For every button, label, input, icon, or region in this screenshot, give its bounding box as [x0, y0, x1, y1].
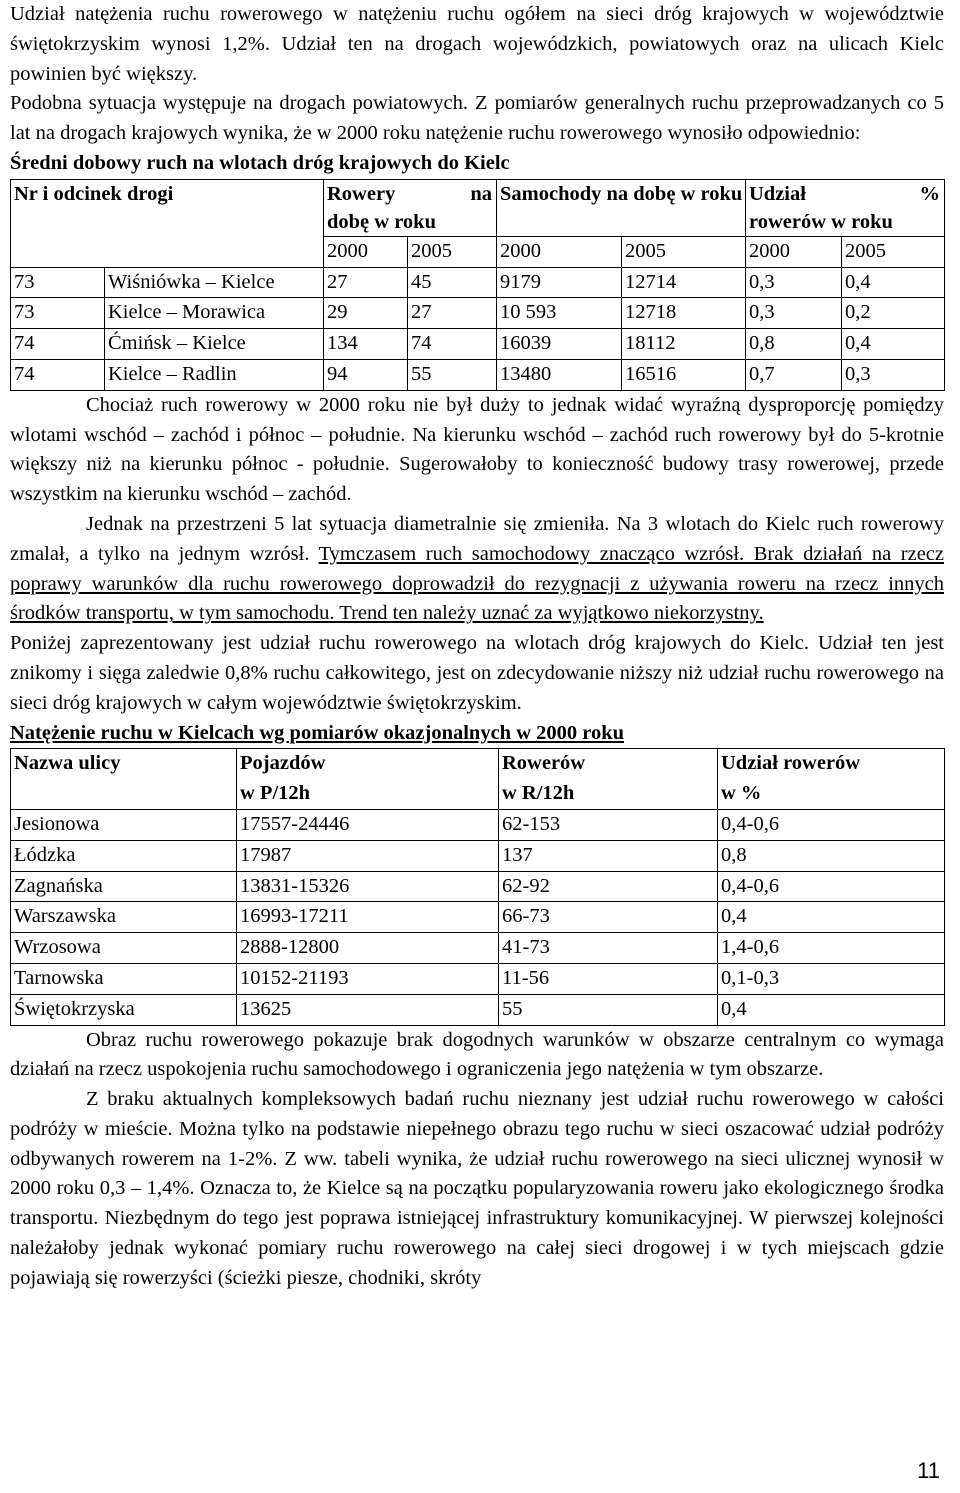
paragraph-share-note: Poniżej zaprezentowany jest udział ruchu rowerowego na wlotach dróg krajowych do Kielc. Udział ten jest znikomy i sięga zaledwie 0,8% ruchu całkowitego, jest on zdecydowanie niższy niż udział ruchu rowerowego na sieci dróg krajowych w całym województwie świętokrzyskim. — [10, 632, 944, 714]
cars-2000: 10 593 — [497, 298, 622, 329]
table-row — [11, 267, 945, 298]
paragraph-bike-share-estimate: Z braku aktualnych kompleksowych badań ruchu nieznany jest udział ruchu rowerowego w całości podróży w mieście. Można tylko na podstawie niepełnego obrazu tego ruchu w sieci oszacować udział podróży odbywanych rowerem na 1-2%. Z ww. tabeli wynika, że udział ruchu rowerowego na sieci ulicznej wynosił w 2000 roku 0,3 – 1,4%. Oznacza to, że Kielce są na początku popularyzowania roweru jako ekologicznego środka transportu. Niezbędnym do tego jest poprawa istniejącej infrastruktury komunikacyjnej. W pierwszej kolejności należałoby jednak wykonać pomiary ruchu rowerowego na całej sieci drogowej i w tych miejscach gdzie pojawiają się rowerzyści (ścieżki piesze, chodniki, skróty — [10, 1088, 944, 1289]
road-section: Kielce – Morawica — [105, 298, 324, 329]
street-name: Łódzka — [11, 840, 237, 871]
header-vehicles: Pojazdów — [237, 749, 499, 779]
header-share-unit: w % — [718, 779, 945, 809]
table-row — [11, 963, 945, 994]
table-city-streets — [10, 748, 945, 1025]
vehicles-count: 13831-15326 — [237, 871, 499, 902]
road-section: Kielce – Radlin — [105, 359, 324, 390]
vehicles-count: 17557-24446 — [237, 809, 499, 840]
street-name: Jesionowa — [11, 809, 237, 840]
road-number: 74 — [11, 359, 105, 390]
cars-2005: 12718 — [622, 298, 746, 329]
bike-share: 1,4-0,6 — [718, 933, 945, 964]
share-2005: 0,3 — [842, 359, 945, 390]
table-row — [11, 329, 945, 360]
bikes-count: 66-73 — [499, 902, 718, 933]
header-section: Nr i odcinek drogi — [11, 179, 324, 236]
bike-share: 0,8 — [718, 840, 945, 871]
bike-share: 0,1-0,3 — [718, 963, 945, 994]
street-name: Wrzosowa — [11, 933, 237, 964]
vehicles-count: 10152-21193 — [237, 963, 499, 994]
year-cell: 2000 — [497, 236, 622, 267]
bikes-2000: 27 — [324, 267, 408, 298]
paragraph-disproportion: Chociaż ruch rowerowy w 2000 roku nie był duży to jednak widać wyraźną dysproporcję pomiędzy wlotami wschód – zachód i północ – południe. Na kierunku wschód – zachód ruch rowerowy był do 5-krotnie większy niż na kierunku północ - południe. Sugerowałoby to konieczność budowy trasy rowerowej, przede wszystkim na kierunku wschód – zachód. — [10, 393, 944, 506]
underlined-statement: Tymczasem ruch samochodowy znacząco wzrósł. Brak działań na rzecz poprawy warunków dla ruchu rowerowego doprowadził do rezygnacji z używania roweru na rzecz innych środków transportu, w tym samochodu. Trend ten należy uznać za wyjątkowo niekorzystny. — [10, 542, 944, 625]
bikes-count: 62-92 — [499, 871, 718, 902]
share-2000: 0,3 — [746, 267, 842, 298]
bikes-2005: 45 — [408, 267, 497, 298]
header-share: Udział rowerów — [718, 749, 945, 779]
road-number: 73 — [11, 298, 105, 329]
vehicles-count: 17987 — [237, 840, 499, 871]
cars-2000: 9179 — [497, 267, 622, 298]
bikes-count: 137 — [499, 840, 718, 871]
header-bikes: Rowerów — [499, 749, 718, 779]
page-number: 11 — [917, 1458, 940, 1483]
street-name: Tarnowska — [11, 963, 237, 994]
street-name: Zagnańska — [11, 871, 237, 902]
year-cell: 2005 — [408, 236, 497, 267]
road-number: 73 — [11, 267, 105, 298]
road-number: 74 — [11, 329, 105, 360]
bikes-2005: 74 — [408, 329, 497, 360]
share-2005: 0,4 — [842, 267, 945, 298]
header-cars: Samochody na dobę w roku — [497, 179, 746, 236]
bikes-count: 41-73 — [499, 933, 718, 964]
header-vehicles-unit: w P/12h — [237, 779, 499, 809]
share-2000: 0,7 — [746, 359, 842, 390]
bikes-2000: 134 — [324, 329, 408, 360]
header-bikes-unit: w R/12h — [499, 779, 718, 809]
header-street-empty — [11, 779, 237, 809]
year-cell: 2000 — [746, 236, 842, 267]
header-bikes: Rowery na dobę w roku — [324, 179, 497, 236]
bikes-2000: 94 — [324, 359, 408, 390]
vehicles-count: 13625 — [237, 994, 499, 1025]
table-national-roads — [10, 179, 945, 391]
year-cell: 2005 — [622, 236, 746, 267]
header-street: Nazwa ulicy — [11, 749, 237, 779]
document-page — [10, 0, 944, 1294]
table-row — [11, 902, 945, 933]
bike-share: 0,4 — [718, 994, 945, 1025]
header-section-empty — [11, 236, 324, 267]
bikes-count: 11-56 — [499, 963, 718, 994]
bike-share: 0,4-0,6 — [718, 809, 945, 840]
table-row — [11, 840, 945, 871]
cars-2000: 13480 — [497, 359, 622, 390]
year-cell: 2005 — [842, 236, 945, 267]
paragraph-central-area: Obraz ruchu rowerowego pokazuje brak dogodnych warunków w obszarze centralnym co wymaga działań na rzecz uspokojenia ruchu samochodowego i ograniczenia jego natężenia w tym obszarze. — [10, 1028, 944, 1081]
bikes-count: 62-153 — [499, 809, 718, 840]
table-row — [11, 994, 945, 1025]
vehicles-count: 16993-17211 — [237, 902, 499, 933]
table1-title: Średni dobowy ruch na wlotach dróg krajowych do Kielc — [10, 151, 510, 174]
share-2005: 0,4 — [842, 329, 945, 360]
cars-2005: 12714 — [622, 267, 746, 298]
bike-share: 0,4-0,6 — [718, 871, 945, 902]
year-cell: 2000 — [324, 236, 408, 267]
table-row — [11, 809, 945, 840]
bikes-count: 55 — [499, 994, 718, 1025]
street-name: Warszawska — [11, 902, 237, 933]
road-section: Ćmińsk – Kielce — [105, 329, 324, 360]
intro-paragraph-2: Podobna sytuacja występuje na drogach powiatowych. Z pomiarów generalnych ruchu przeprowadzanych co 5 lat na drogach krajowych wynika, że w 2000 roku natężenie ruchu rowerowego wynosiło odpowiednio: — [10, 92, 944, 145]
table2-title: Natężenie ruchu w Kielcach wg pomiarów okazjonalnych w 2000 roku — [10, 721, 625, 744]
table-row — [11, 298, 945, 329]
share-2005: 0,2 — [842, 298, 945, 329]
bikes-2005: 55 — [408, 359, 497, 390]
road-section: Wiśniówka – Kielce — [105, 267, 324, 298]
table-row — [11, 359, 945, 390]
cars-2005: 18112 — [622, 329, 746, 360]
paragraph-situation-change: Jednak na przestrzeni 5 lat sytuacja diametralnie się zmieniła. Na 3 wlotach do Kielc ruch rowerowy zmalał, a tylko na jednym wzrósł. Tymczasem ruch samochodowy znacząco wzrósł. Brak działań na rzecz poprawy warunków dla ruchu rowerowego doprowadził do rezygnacji z używania roweru na rzecz innych środków transportu, w tym samochodu. Trend ten należy uznać za wyjątkowo niekorzystny. — [10, 512, 944, 625]
table-row — [11, 871, 945, 902]
header-share: Udział % rowerów w roku — [746, 179, 945, 236]
street-name: Świętokrzyska — [11, 994, 237, 1025]
cars-2000: 16039 — [497, 329, 622, 360]
cars-2005: 16516 — [622, 359, 746, 390]
bikes-2000: 29 — [324, 298, 408, 329]
vehicles-count: 2888-12800 — [237, 933, 499, 964]
share-2000: 0,8 — [746, 329, 842, 360]
table-row — [11, 933, 945, 964]
bike-share: 0,4 — [718, 902, 945, 933]
share-2000: 0,3 — [746, 298, 842, 329]
bikes-2005: 27 — [408, 298, 497, 329]
intro-paragraph-1: Udział natężenia ruchu rowerowego w natężeniu ruchu ogółem na sieci dróg krajowych w województwie świętokrzyskim wynosi 1,2%. Udział ten na drogach wojewódzkich, powiatowych oraz na ulicach Kielc powinien być większy. — [10, 3, 944, 85]
